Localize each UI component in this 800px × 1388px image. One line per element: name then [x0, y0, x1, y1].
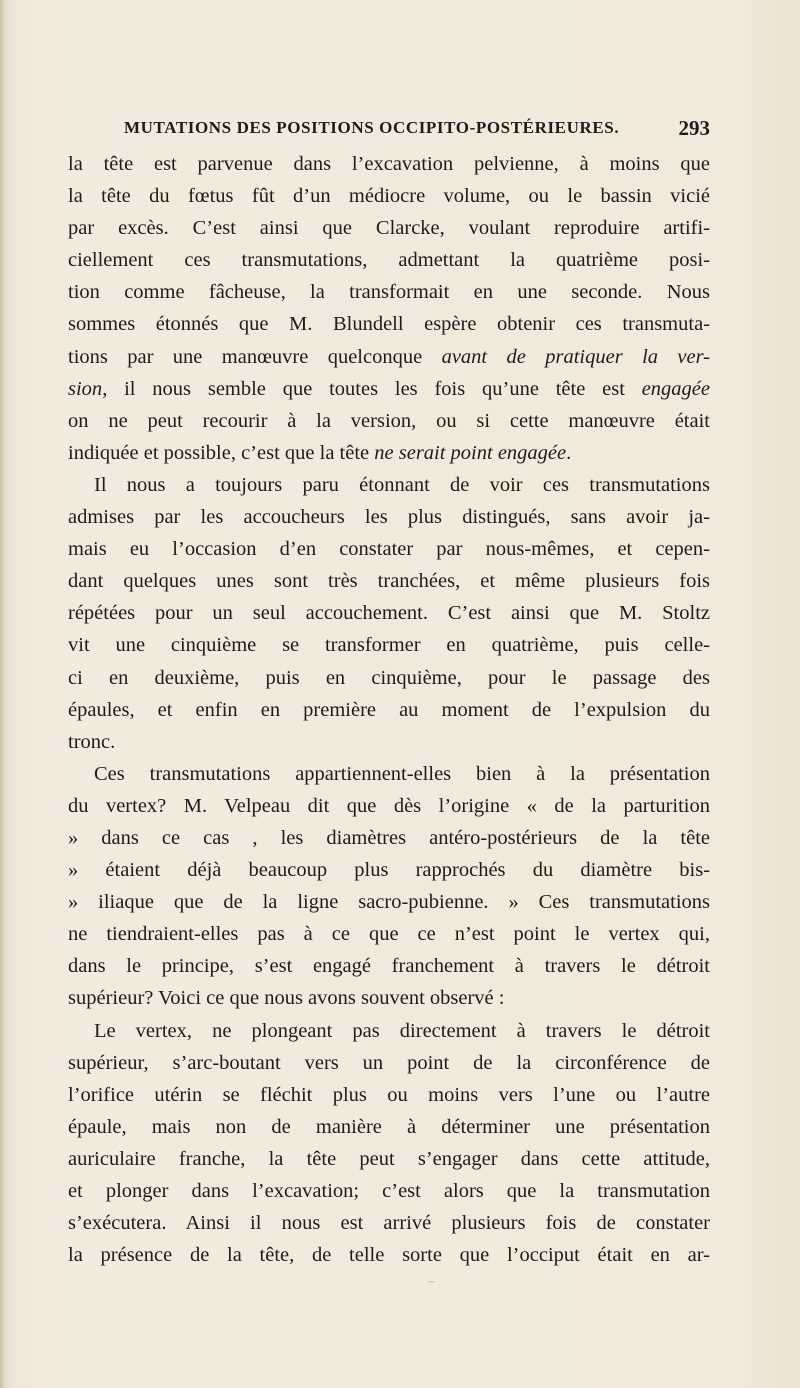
italic-run: sion [68, 377, 103, 400]
text-line: la tête est parvenue dans l’excavation pelvienne, à moins que [68, 153, 710, 175]
text-run: indiquée et possible, c’est que la tête [68, 441, 375, 464]
text-line: supérieur? Voici ce que nous avons souvent observé : [68, 987, 505, 1010]
text-line: » dans ce cas , les diamètres antéro-postérieurs de la tête [68, 826, 710, 849]
text-line: répétées pour un seul accouchement. C’est ainsi que M. Stoltz [68, 602, 710, 625]
page-number: 293 [678, 116, 710, 140]
text-run: , il nous semble que toutes les fois qu’une tête est [102, 377, 642, 400]
text-line: » iliaque que de la ligne sacro-pubienne. » Ces transmutations [68, 891, 710, 914]
italic-run: engagée [641, 377, 710, 400]
text-line: » étaient déjà beaucoup plus rapprochés du diamètre bis- [68, 859, 710, 882]
text-line: épaule, mais non de manière à déterminer une présentation [68, 1115, 710, 1138]
text-run: tions par une manœuvre quelconque [68, 345, 442, 368]
text-line: dant quelques unes sont très tranchées, et même plusieurs fois [68, 570, 710, 593]
binding-edge [0, 0, 6, 1388]
text-line: ne tiendraient-elles pas à ce que ce n’est point le vertex qui, [68, 923, 710, 946]
running-title: MUTATIONS DES POSITIONS OCCIPITO-POSTÉRIEURES. [124, 118, 620, 137]
italic-run: ne serait point engagée [374, 441, 567, 464]
text-line: du vertex? M. Velpeau dit que dès l’origine « de la parturition [68, 794, 710, 817]
text-line: tion comme fâcheuse, la transformait en une seconde. Nous [68, 281, 710, 304]
text-line: par excès. C’est ainsi que Clarcke, voulant reproduire artifi- [68, 217, 710, 240]
text-line: mais eu l’occasion d’en constater par nous-mêmes, et cepen- [68, 538, 710, 561]
text-line: épaules, et enfin en première au moment de l’expulsion du [68, 698, 710, 721]
paragraph-first-line: Ces transmutations appartiennent-elles bien à la présentation [94, 762, 710, 785]
text-line: ci en deuxième, puis en cinquième, pour le passage des [68, 666, 710, 689]
text-line: on ne peut recourir à la version, ou si cette manœuvre était [68, 409, 710, 432]
text-line: ciellement ces transmutations, admettant la quatrième posi- [68, 249, 710, 272]
text-line: et plonger dans l’excavation; c’est alors que la transmutation [68, 1180, 710, 1202]
text-line: auriculaire franche, la tête peut s’engager dans cette attitude, [68, 1147, 710, 1170]
text-line: vit une cinquième se transformer en quatrième, puis celle- [68, 634, 710, 657]
italic-run: avant de pratiquer la ver- [441, 345, 710, 368]
text-line: dans le principe, s’est engagé franchement à travers le détroit [68, 955, 710, 978]
text-run: . [566, 441, 572, 464]
printer-mark: – [428, 1274, 435, 1289]
text-line: l’orifice utérin se fléchit plus ou moins vers l’une ou l’autre [68, 1083, 710, 1106]
text-line: admises par les accoucheurs les plus distingués, sans avoir ja- [68, 506, 710, 529]
text-line: sommes étonnés que M. Blundell espère obtenir ces transmuta- [68, 313, 710, 336]
body-text [68, 148, 710, 1271]
text-line: tronc. [68, 730, 116, 753]
text-line: la tête du fœtus fût d’un médiocre volume, ou le bassin vicié [68, 185, 710, 208]
text-line [68, 373, 710, 405]
running-head [68, 118, 710, 148]
text-line [68, 437, 710, 469]
paragraph-first-line: Il nous a toujours paru étonnant de voir ces transmutations [94, 473, 710, 496]
text-line [68, 341, 710, 373]
text-line: supérieur, s’arc-boutant vers un point de la circonférence de [68, 1051, 710, 1074]
text-line: la présence de la tête, de telle sorte que l’occiput était en ar- [68, 1244, 710, 1267]
text-line: s’exécutera. Ainsi il nous est arrivé plusieurs fois de constater [68, 1212, 710, 1235]
paragraph-first-line: Le vertex, ne plongeant pas directement à travers le détroit [94, 1019, 710, 1042]
